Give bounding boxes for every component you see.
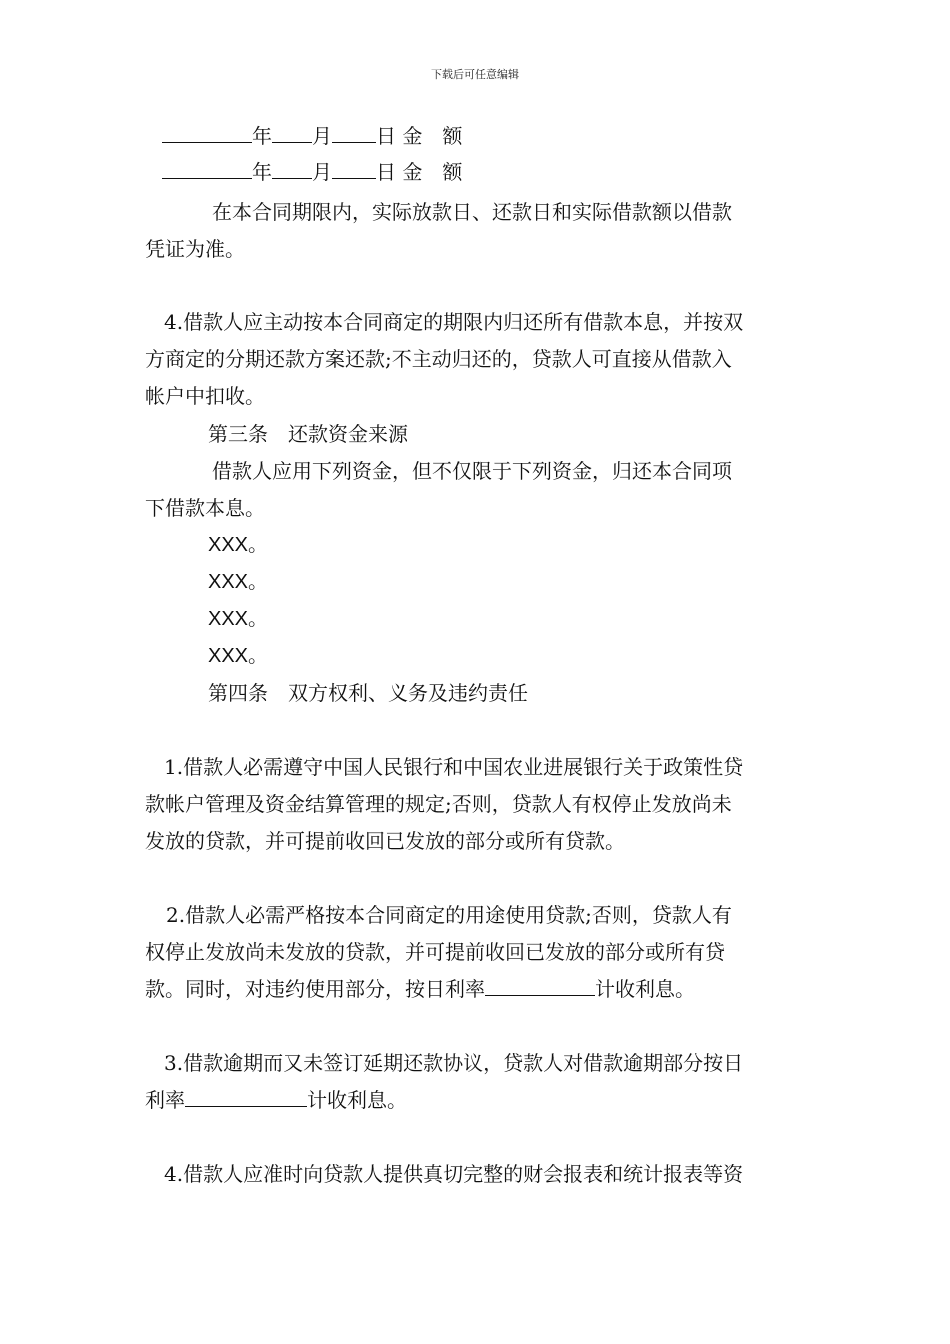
label-year: 年 (252, 160, 272, 184)
blank-day (332, 160, 376, 179)
clause-2-line: 2.借款人必需严格按本合同商定的用途使用贷款;否则，贷款人有 (166, 903, 732, 927)
text-after-blank: 计收利息。 (595, 977, 695, 1001)
text-after-blank: 计收利息。 (307, 1088, 407, 1112)
page-header-note: 下载后可任意编辑 (431, 68, 519, 81)
article-3-title: 第三条 还款资金来源 (208, 422, 408, 446)
blank-daily-rate (185, 1088, 307, 1107)
clause-4-line: 方商定的分期还款方案还款;不主动归还的，贷款人可直接从借款入 (145, 347, 732, 371)
blank-year (162, 160, 252, 179)
label-month: 月 (312, 160, 332, 184)
fund-source-item: XXX。 (208, 571, 269, 593)
paragraph-period-line: 在本合同期限内，实际放款日、还款日和实际借款额以借款 (212, 200, 732, 224)
blank-day (332, 124, 376, 143)
label-day-amount: 日 金 额 (376, 160, 463, 184)
clause-4b-line: 4.借款人应准时向贷款人提供真切完整的财会报表和统计报表等资 (164, 1162, 744, 1186)
label-month: 月 (312, 124, 332, 148)
article-4-title: 第四条 双方权利、义务及违约责任 (208, 681, 528, 705)
clause-1-line: 款帐户管理及资金结算管理的规定;否则，贷款人有权停止发放尚未 (145, 792, 732, 816)
clause-1-line: 发放的贷款，并可提前收回已发放的部分或所有贷款。 (145, 829, 625, 853)
date-amount-line-1 (162, 124, 462, 148)
clause-2-line (145, 977, 695, 1001)
date-amount-line-2 (162, 160, 462, 184)
label-day-amount: 日 金 额 (376, 124, 463, 148)
paragraph-funds-line: 下借款本息。 (145, 496, 265, 520)
paragraph-funds-line: 借款人应用下列资金，但不仅限于下列资金，归还本合同项 (212, 459, 732, 483)
blank-month (272, 160, 312, 179)
fund-source-item: XXX。 (208, 608, 269, 630)
clause-1-line: 1.借款人必需遵守中国人民银行和中国农业进展银行关于政策性贷 (164, 755, 744, 779)
clause-4-line: 帐户中扣收。 (145, 384, 265, 408)
clause-4-line: 4.借款人应主动按本合同商定的期限内归还所有借款本息，并按双 (164, 310, 744, 334)
blank-year (162, 124, 252, 143)
fund-source-item: XXX。 (208, 645, 269, 667)
text-before-blank: 利率 (145, 1088, 185, 1112)
clause-3-line (145, 1088, 407, 1112)
blank-month (272, 124, 312, 143)
fund-source-item: XXX。 (208, 534, 269, 556)
label-year: 年 (252, 124, 272, 148)
clause-2-line: 权停止发放尚未发放的贷款，并可提前收回已发放的部分或所有贷 (145, 940, 725, 964)
blank-daily-rate (485, 977, 595, 996)
paragraph-period-line: 凭证为准。 (145, 237, 245, 261)
clause-3-line: 3.借款逾期而又未签订延期还款协议，贷款人对借款逾期部分按日 (164, 1051, 744, 1075)
text-before-blank: 款。同时，对违约使用部分，按日利率 (145, 977, 485, 1001)
